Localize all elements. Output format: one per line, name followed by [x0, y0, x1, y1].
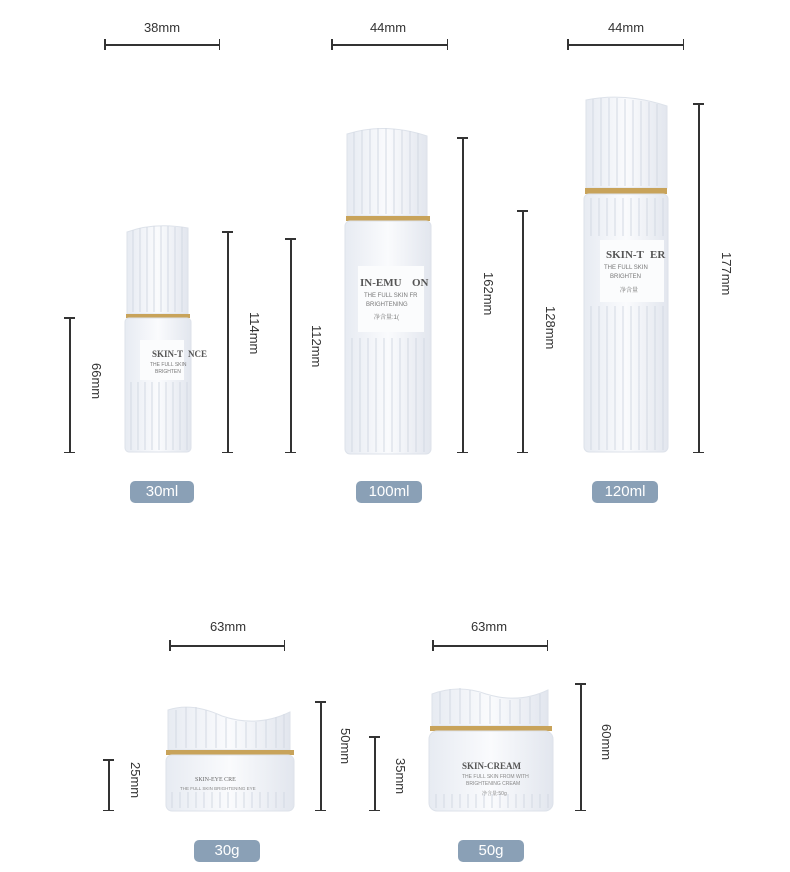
capacity-badge: 100ml	[356, 481, 422, 503]
body-height-dimension-line	[517, 210, 527, 453]
width-dimension-label: 44mm	[369, 20, 407, 35]
bottle-label-title-end: NCE	[188, 349, 208, 359]
width-dimension-line	[331, 39, 448, 49]
jar-label-line: THE FULL SKIN FROM WITH	[462, 774, 529, 780]
total-height-dimension-line	[693, 103, 703, 453]
body-height-dimension-label: 128mm	[543, 306, 558, 350]
body-height-dimension-line	[103, 759, 113, 811]
width-dimension-label: 38mm	[143, 20, 181, 35]
capacity-badge: 30ml	[130, 481, 194, 503]
bottle-label-line: BRIGHTEN	[610, 274, 642, 280]
body-height-dimension-line	[369, 736, 379, 811]
jar-label-line: 净含量:50g	[482, 791, 507, 797]
bottle-label-line: BRIGHTEN	[155, 369, 181, 375]
jar-label-title: SKIN-EYE CRE	[195, 777, 236, 783]
width-dimension-label: 63mm	[209, 619, 247, 634]
bottle-label-title: IN-EMU	[360, 277, 402, 289]
jar-label-title: SKIN-CREAM	[462, 761, 522, 771]
total-height-dimension-line	[457, 137, 467, 453]
bottle-100ml-image	[340, 126, 440, 456]
total-height-dimension-line	[222, 231, 232, 453]
total-height-dimension-label: 177mm	[719, 252, 734, 296]
jar-30g-image	[162, 702, 298, 814]
bottle-30ml-image	[120, 222, 210, 454]
capacity-badge: 30g	[194, 840, 260, 862]
total-height-dimension-label: 114mm	[247, 312, 262, 355]
body-height-dimension-label: 112mm	[309, 325, 324, 368]
jar-label-line: BRIGHTENING CREAM	[466, 781, 521, 787]
body-height-dimension-line	[64, 317, 74, 453]
capacity-badge: 120ml	[592, 481, 658, 503]
body-height-dimension-line	[285, 238, 295, 453]
total-height-dimension-label: 60mm	[599, 724, 614, 761]
bottle-label-line: THE FULL SKIN FR	[364, 293, 418, 299]
width-dimension-label: 63mm	[470, 619, 508, 634]
bottle-label-title-end: ON	[412, 277, 429, 289]
total-height-dimension-line	[575, 683, 585, 811]
bottle-label-title: SKIN-T	[152, 349, 184, 359]
total-height-dimension-label: 50mm	[338, 728, 353, 765]
bottle-label-line: BRIGHTENING	[366, 302, 408, 308]
bottle-label-line: THE FULL SKIN	[604, 265, 648, 271]
bottle-label-line: 净含量:1(	[374, 315, 400, 321]
body-height-dimension-label: 25mm	[128, 762, 143, 799]
capacity-badge: 50g	[458, 840, 524, 862]
total-height-dimension-line	[315, 701, 325, 811]
bottle-label-title: SKIN-T	[606, 249, 644, 261]
bottle-label-line: 净含量	[620, 288, 639, 294]
width-dimension-label: 44mm	[607, 20, 645, 35]
width-dimension-line	[169, 640, 285, 650]
body-height-dimension-label: 66mm	[89, 363, 104, 400]
bottle-label-line: THE FULL SKIN	[150, 362, 187, 368]
width-dimension-line	[567, 39, 684, 49]
width-dimension-line	[432, 640, 548, 650]
total-height-dimension-label: 162mm	[481, 272, 496, 316]
width-dimension-line	[104, 39, 220, 49]
jar-label-line: THE FULL SKIN BRIGHTENING EYE	[180, 786, 256, 791]
bottle-label-title-end: ER	[650, 249, 666, 261]
body-height-dimension-label: 35mm	[393, 758, 408, 795]
